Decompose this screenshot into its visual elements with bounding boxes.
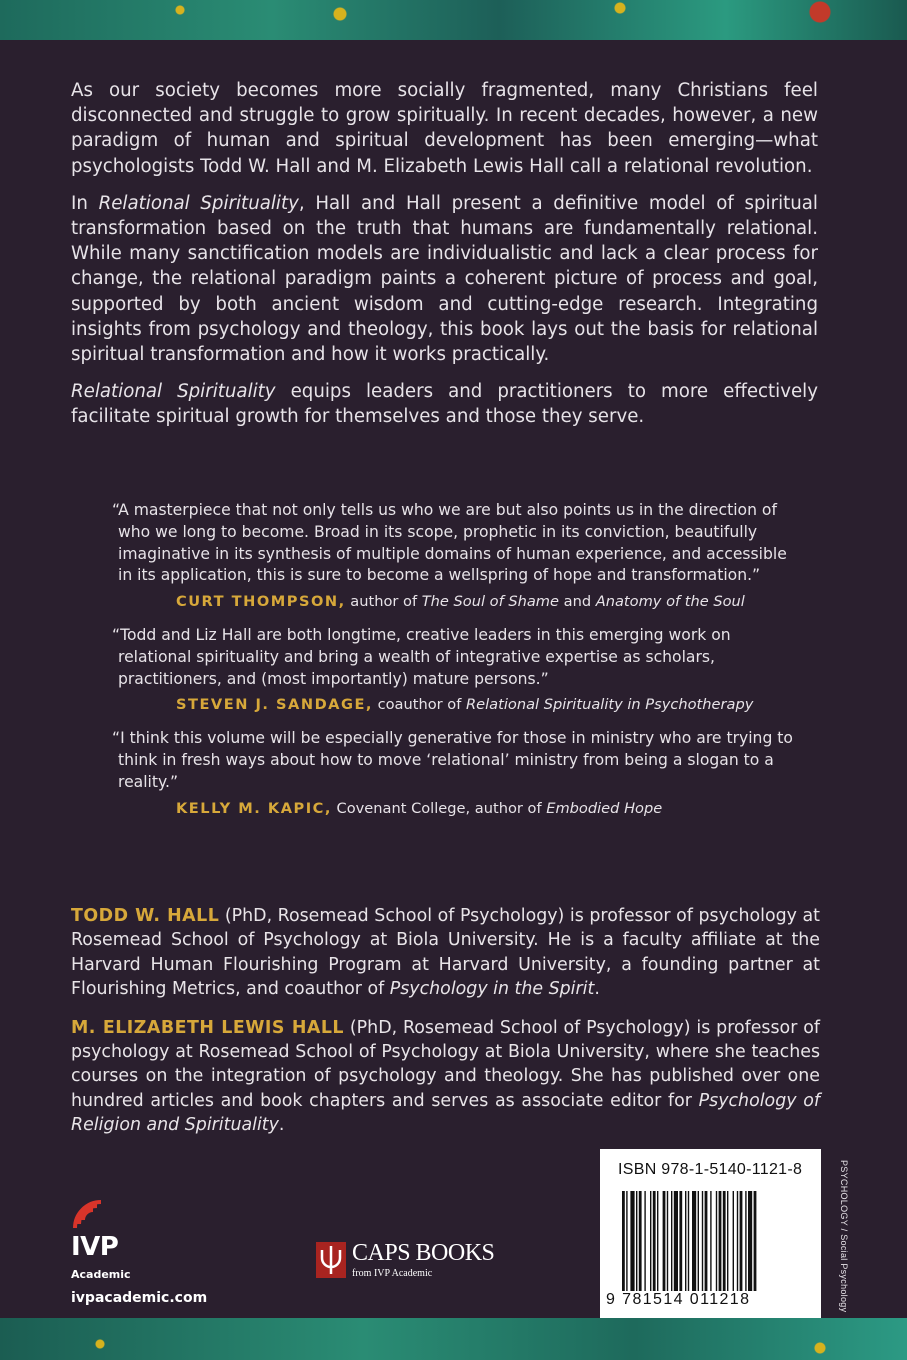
cover-art-bottom-band	[0, 1318, 907, 1360]
barcode-bar	[653, 1191, 656, 1291]
barcode-bar	[636, 1191, 637, 1291]
barcode-bar	[688, 1191, 689, 1291]
endorser-name: CURT THOMPSON,	[176, 593, 346, 611]
caps-books-wordmark: CAPS BOOKS	[352, 1240, 495, 1266]
text-span: (PhD, Rosemead School of Psychology) is professor of psychology at Rosemead School of Psychology at Biola University. He is a faculty affiliate at the Harvard Human Flourishing Program at Harvard University, a founding partner at Flourishing Metrics, and coauthor of	[71, 906, 820, 1000]
endorsement-attribution	[176, 591, 798, 613]
barcode-bar	[644, 1191, 645, 1291]
endorser-name: KELLY M. KAPIC,	[176, 799, 332, 817]
author-bio	[71, 904, 820, 1002]
barcode-bar	[727, 1191, 728, 1291]
author-work: Psychology of Religion and Spirituality	[71, 1090, 820, 1136]
isbn-label: ISBN 978-1-5140-1121-8	[618, 1161, 803, 1178]
text-span: .	[594, 979, 600, 1000]
barcode-bar	[674, 1191, 678, 1291]
book-title: Relational Spirituality	[71, 381, 276, 403]
book-title: Relational Spirituality	[98, 192, 299, 214]
barcode-bar	[622, 1191, 625, 1291]
endorser-name: STEVEN J. SANDAGE,	[176, 696, 373, 714]
cover-art-top-band	[0, 0, 907, 40]
barcode-block	[600, 1149, 821, 1321]
barcode-bar	[698, 1191, 699, 1291]
barcode-bar	[737, 1191, 738, 1291]
text-span: , Hall and Hall present a definitive model of spiritual transformation based on the truth that humans are fundamentally relational. While many sanctification models are individualistic and lack a clear process for change, the relational paradigm paints a coherent picture of process and goal, supported by both ancient wisdom and cutting-edge research. Integrating insights from psychology and theology, this book lays out the basis for relational spiritual transformation and how it works practically.	[71, 192, 818, 366]
psi-icon	[316, 1242, 346, 1278]
author-name: M. ELIZABETH LEWIS HALL	[71, 1017, 345, 1038]
ivp-wordmark: IVP	[71, 1232, 119, 1262]
barcode-bar	[716, 1191, 717, 1291]
barcode-bar	[667, 1191, 668, 1291]
barcode-bar	[702, 1191, 703, 1291]
barcode-bar	[639, 1191, 642, 1291]
ivp-academic-logo	[71, 1198, 211, 1308]
author-work: Psychology in the Spirit	[389, 979, 595, 1000]
endorser-work: Relational Spirituality in Psychotherapy	[466, 696, 754, 714]
endorsement-quote: “I think this volume will be especially generative for those in ministry who are trying to think in fresh ways about how to move ‘relational’ ministry from being a slogan to a reality.”	[112, 729, 793, 791]
endorsements	[112, 500, 798, 831]
barcode-bar	[754, 1191, 757, 1291]
barcode-bar	[630, 1191, 634, 1291]
text-span: equips leaders and practitioners to more effectively facilitate spiritual growth for themselves and those they serve.	[71, 381, 818, 428]
barcode-bar	[685, 1191, 686, 1291]
endorser-work: Anatomy of the Soul	[595, 593, 745, 611]
description-paragraph-1: As our society becomes more socially fragmented, many Christians feel disconnected and struggle to grow spiritually. In recent decades, however, a new paradigm of human and spiritual development has been emerging—what psychologists Todd W. Hall and M. Elizabeth Lewis Hall call a relational revolution.	[71, 80, 818, 177]
description-paragraph-2	[71, 191, 818, 367]
caps-books-logo	[316, 1240, 516, 1284]
text-span: and	[559, 593, 596, 611]
barcode-bar	[733, 1191, 734, 1291]
endorser-role: author of	[345, 593, 422, 611]
author-name: TODD W. HALL	[71, 906, 220, 926]
category-label: PSYCHOLOGY / Social Psychology	[839, 1160, 849, 1313]
endorser-role: Covenant College, author of	[331, 799, 547, 817]
endorsement-quote: “A masterpiece that not only tells us who we are but also points us in the direction of who we long to become. Broad in its scope, prophetic in its conviction, beautifully imaginative in its synthesis of multiple domains of human experience, and accessible in its application, this is sure to become a wellspring of hope and transformation.”	[112, 501, 787, 585]
endorsement	[112, 728, 798, 819]
endorsement-attribution	[176, 694, 798, 716]
barcode-bar	[650, 1191, 651, 1291]
publisher-url[interactable]: ivpacademic.com	[71, 1290, 208, 1306]
description	[71, 78, 818, 442]
barcode-digits: 9 781514 011218	[606, 1291, 751, 1308]
barcode-bar	[657, 1191, 658, 1291]
signal-arcs-icon	[71, 1198, 105, 1232]
barcode-bar	[671, 1191, 672, 1291]
author-bio	[71, 1016, 820, 1138]
endorsement-attribution	[176, 798, 798, 820]
description-paragraph-3	[71, 379, 818, 429]
text-span: In	[71, 192, 99, 214]
endorser-work: The Soul of Shame	[421, 593, 560, 611]
barcode-bar	[745, 1191, 746, 1291]
barcode-bar	[723, 1191, 726, 1291]
barcode-bar	[740, 1191, 743, 1291]
barcode-bar	[705, 1191, 708, 1291]
author-bios	[71, 904, 820, 1152]
endorser-work: Embodied Hope	[546, 799, 663, 817]
text-span: (PhD, Rosemead School of Psychology) is professor of psychology at Rosemead School of Psychology at Biola University, where she teaches courses on the integration of psychology and theology. She has published over one hundred articles and book chapters and serves as associate editor for	[71, 1017, 820, 1111]
endorsement-quote: “Todd and Liz Hall are both longtime, creative leaders in this emerging work on relational spirituality and bring a wealth of integrative expertise as scholars, practitioners, and (most importantly) mature persons.”	[112, 625, 731, 688]
ivp-subtitle: Academic	[71, 1268, 131, 1281]
barcode-bar	[710, 1191, 711, 1291]
barcode-bar	[679, 1191, 682, 1291]
endorsement	[112, 500, 798, 613]
barcode-bar	[663, 1191, 666, 1291]
endorser-role: coauthor of	[372, 696, 466, 714]
barcode-bar	[748, 1191, 752, 1291]
text-span: .	[278, 1115, 285, 1136]
barcode-icon	[622, 1191, 802, 1291]
barcode-bar	[692, 1191, 696, 1291]
caps-books-subtitle: from IVP Academic	[352, 1268, 433, 1279]
barcode-bar	[626, 1191, 627, 1291]
barcode-bar	[719, 1191, 722, 1291]
endorsement	[112, 625, 798, 716]
